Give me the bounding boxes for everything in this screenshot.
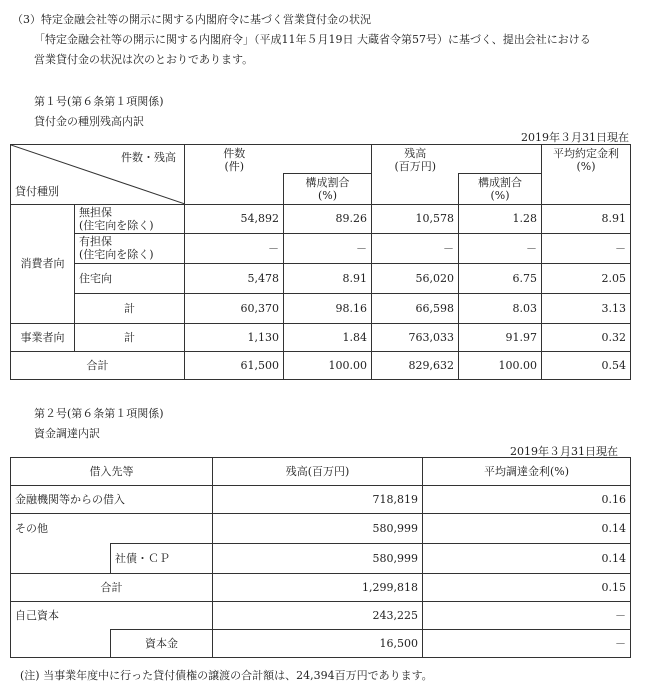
- col-lender-header: 借入先等: [11, 458, 213, 486]
- section-title: （3）特定金融会社等の開示に関する内閣府令に基づく営業貸付金の状況: [12, 13, 371, 26]
- cell-balance: 829,632: [372, 351, 459, 379]
- row-label: 住宅向: [75, 263, 185, 293]
- col-ratio2-header: 構成割合 (%): [459, 173, 542, 204]
- table-row: [11, 514, 631, 544]
- total-label: 合計: [11, 351, 185, 379]
- loan-balance-table: [10, 144, 631, 380]
- table-row: [11, 574, 631, 602]
- cell-ratio2: －: [459, 233, 542, 263]
- cell-count: 61,500: [185, 351, 284, 379]
- cell-ratio2: 91.97: [459, 323, 542, 351]
- cell-rate: 8.91: [542, 204, 631, 233]
- table-row: [11, 323, 631, 351]
- col-rate-header: 平均調達金利(%): [423, 458, 631, 486]
- row-label: 自己資本: [11, 602, 213, 630]
- table1-subheading: 貸付金の種別残高内訳: [34, 115, 144, 128]
- cell-balance: 10,578: [372, 204, 459, 233]
- cell-rate: 0.15: [423, 574, 631, 602]
- cell-count: 1,130: [185, 323, 284, 351]
- table-row: [11, 233, 631, 263]
- diag-label-top: 件数・残高: [121, 151, 176, 164]
- cell-rate: －: [542, 233, 631, 263]
- row-label: 計: [75, 293, 185, 323]
- cell-ratio: －: [284, 233, 372, 263]
- diagonal-header-cell: [11, 145, 185, 205]
- cell-rate: 0.32: [542, 323, 631, 351]
- cell-rate: 0.16: [423, 486, 631, 514]
- col-ratio-header: 構成割合 (%): [284, 173, 372, 204]
- cell-ratio: 98.16: [284, 293, 372, 323]
- cell-balance: 243,225: [213, 602, 423, 630]
- indent-cell: [11, 630, 111, 658]
- row-label: 有担保 (住宅向を除く): [75, 233, 185, 263]
- cell-rate: 3.13: [542, 293, 631, 323]
- table1-heading: 第１号(第６条第１項関係): [34, 95, 164, 108]
- row-label: 社債・ＣＰ: [111, 544, 213, 574]
- cell-balance: 763,033: [372, 323, 459, 351]
- table2-subheading: 資金調達内訳: [34, 427, 100, 440]
- row-label: 資本金: [111, 630, 213, 658]
- table-row: [11, 263, 631, 293]
- cell-balance: 56,020: [372, 263, 459, 293]
- row-label: 無担保 (住宅向を除く): [75, 204, 185, 233]
- cell-ratio2: 1.28: [459, 204, 542, 233]
- cell-balance: 66,598: [372, 293, 459, 323]
- cell-balance: 16,500: [213, 630, 423, 658]
- cell-ratio2: 8.03: [459, 293, 542, 323]
- cell-ratio: 1.84: [284, 323, 372, 351]
- col-rate-header: 平均約定金利 (%): [542, 145, 631, 205]
- cell-count: －: [185, 233, 284, 263]
- cell-rate: 0.14: [423, 514, 631, 544]
- total-row: [11, 351, 631, 379]
- table-row: [11, 602, 631, 630]
- footnote: (注) 当事業年度中に行った貸付債権の譲渡の合計額は、24,394百万円であります。: [20, 669, 433, 682]
- table-row: [11, 486, 631, 514]
- cell-balance: 580,999: [213, 514, 423, 544]
- col-count-spacer: [284, 145, 372, 174]
- group-consumer: 消費者向: [11, 204, 75, 323]
- cell-rate: －: [423, 602, 631, 630]
- col-balance-header: 残高 (百万円): [372, 145, 459, 174]
- row-label: 合計: [11, 574, 213, 602]
- intro-line-1: 「特定金融会社等の開示に関する内閣府令」（平成11年５月19日 大蔵省令第57号）に基づく、提出会社における: [34, 33, 591, 46]
- table-row: [11, 293, 631, 323]
- cell-ratio: 89.26: [284, 204, 372, 233]
- cell-rate: －: [423, 630, 631, 658]
- row-label: 計: [75, 323, 185, 351]
- cell-balance: 580,999: [213, 544, 423, 574]
- row-label: 金融機関等からの借入: [11, 486, 213, 514]
- cell-rate: 0.54: [542, 351, 631, 379]
- col-balance-spacer: [459, 145, 542, 174]
- cell-balance: 1,299,818: [213, 574, 423, 602]
- cell-rate: 2.05: [542, 263, 631, 293]
- cell-ratio2: 6.75: [459, 263, 542, 293]
- cell-balance: 718,819: [213, 486, 423, 514]
- table2-date: 2019年３月31日現在: [510, 445, 618, 458]
- cell-count: 60,370: [185, 293, 284, 323]
- table1-date: 2019年３月31日現在: [521, 131, 629, 144]
- cell-count: 5,478: [185, 263, 284, 293]
- cell-ratio: 8.91: [284, 263, 372, 293]
- row-label: その他: [11, 514, 213, 544]
- cell-rate: 0.14: [423, 544, 631, 574]
- col-count-spacer-2: [185, 173, 284, 204]
- col-balance-header: 残高(百万円): [213, 458, 423, 486]
- table-row: [11, 630, 631, 658]
- col-count-header: 件数 (件): [185, 145, 284, 174]
- cell-ratio: 100.00: [284, 351, 372, 379]
- cell-count: 54,892: [185, 204, 284, 233]
- group-business: 事業者向: [11, 323, 75, 351]
- table2-heading: 第２号(第６条第１項関係): [34, 407, 164, 420]
- indent-cell: [11, 544, 111, 574]
- diag-label-bottom: 貸付種別: [15, 184, 59, 198]
- cell-balance: －: [372, 233, 459, 263]
- table-row: [11, 204, 631, 233]
- intro-line-2: 営業貸付金の状況は次のとおりであります。: [34, 53, 254, 66]
- cell-ratio2: 100.00: [459, 351, 542, 379]
- col-balance-spacer-2: [372, 173, 459, 204]
- table-row: [11, 544, 631, 574]
- funding-table: [10, 457, 631, 658]
